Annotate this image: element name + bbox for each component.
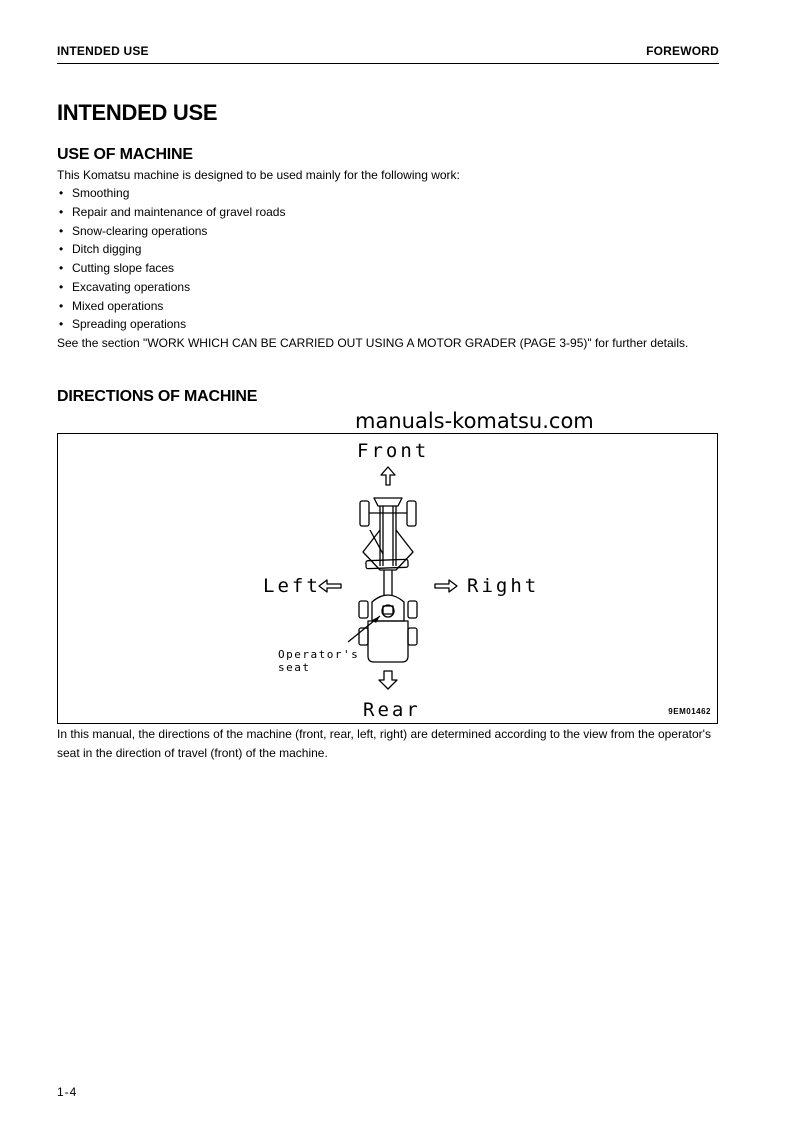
rear-label: Rear	[363, 699, 421, 721]
bullet-icon: •	[59, 298, 64, 313]
page-number: 1-4	[57, 1085, 78, 1099]
bullet-icon: •	[59, 317, 64, 332]
header-section-label: INTENDED USE	[57, 44, 149, 58]
bullet-icon: •	[59, 204, 64, 219]
see-also-text: See the section "WORK WHICH CAN BE CARRIED OUT USING A MOTOR GRADER (PAGE 3-95)" for further details.	[57, 336, 689, 350]
right-label: Right	[467, 575, 540, 597]
work-list	[57, 184, 285, 334]
list-item: • Repair and maintenance of gravel roads	[57, 203, 285, 222]
directions-heading: DIRECTIONS OF MACHINE	[57, 388, 258, 405]
directions-figure	[57, 433, 718, 724]
list-item: • Snow-clearing operations	[57, 222, 285, 241]
motor-grader-diagram-icon	[58, 434, 719, 725]
watermark-text: manuals-komatsu.com	[355, 409, 594, 433]
left-label: Left	[263, 575, 321, 597]
bullet-icon: •	[59, 186, 64, 200]
bullet-icon: •	[59, 223, 64, 238]
use-intro-text: This Komatsu machine is designed to be used mainly for the following work:	[57, 168, 460, 182]
operator-seat-label: Operator's seat	[278, 648, 360, 674]
header-chapter-label: FOREWORD	[646, 44, 719, 58]
list-item: • Ditch digging	[57, 240, 285, 259]
list-item: • Cutting slope faces	[57, 259, 285, 278]
list-item: • Excavating operations	[57, 278, 285, 297]
list-item: • Smoothing	[57, 184, 285, 203]
bullet-icon: •	[59, 242, 64, 257]
front-label: Front	[357, 440, 430, 462]
bullet-icon: •	[59, 279, 64, 294]
directions-caption: In this manual, the directions of the machine (front, rear, left, right) are determined according to the view from the operator's seat in the direction of travel (front) of the machine.	[57, 727, 711, 760]
figure-id: 9EM01462	[668, 707, 711, 716]
list-item: • Spreading operations	[57, 315, 285, 334]
list-item: • Mixed operations	[57, 297, 285, 316]
header-rule	[57, 63, 719, 64]
bullet-icon: •	[59, 261, 64, 275]
use-of-machine-heading: USE OF MACHINE	[57, 146, 193, 163]
page-title: INTENDED USE	[57, 100, 218, 125]
